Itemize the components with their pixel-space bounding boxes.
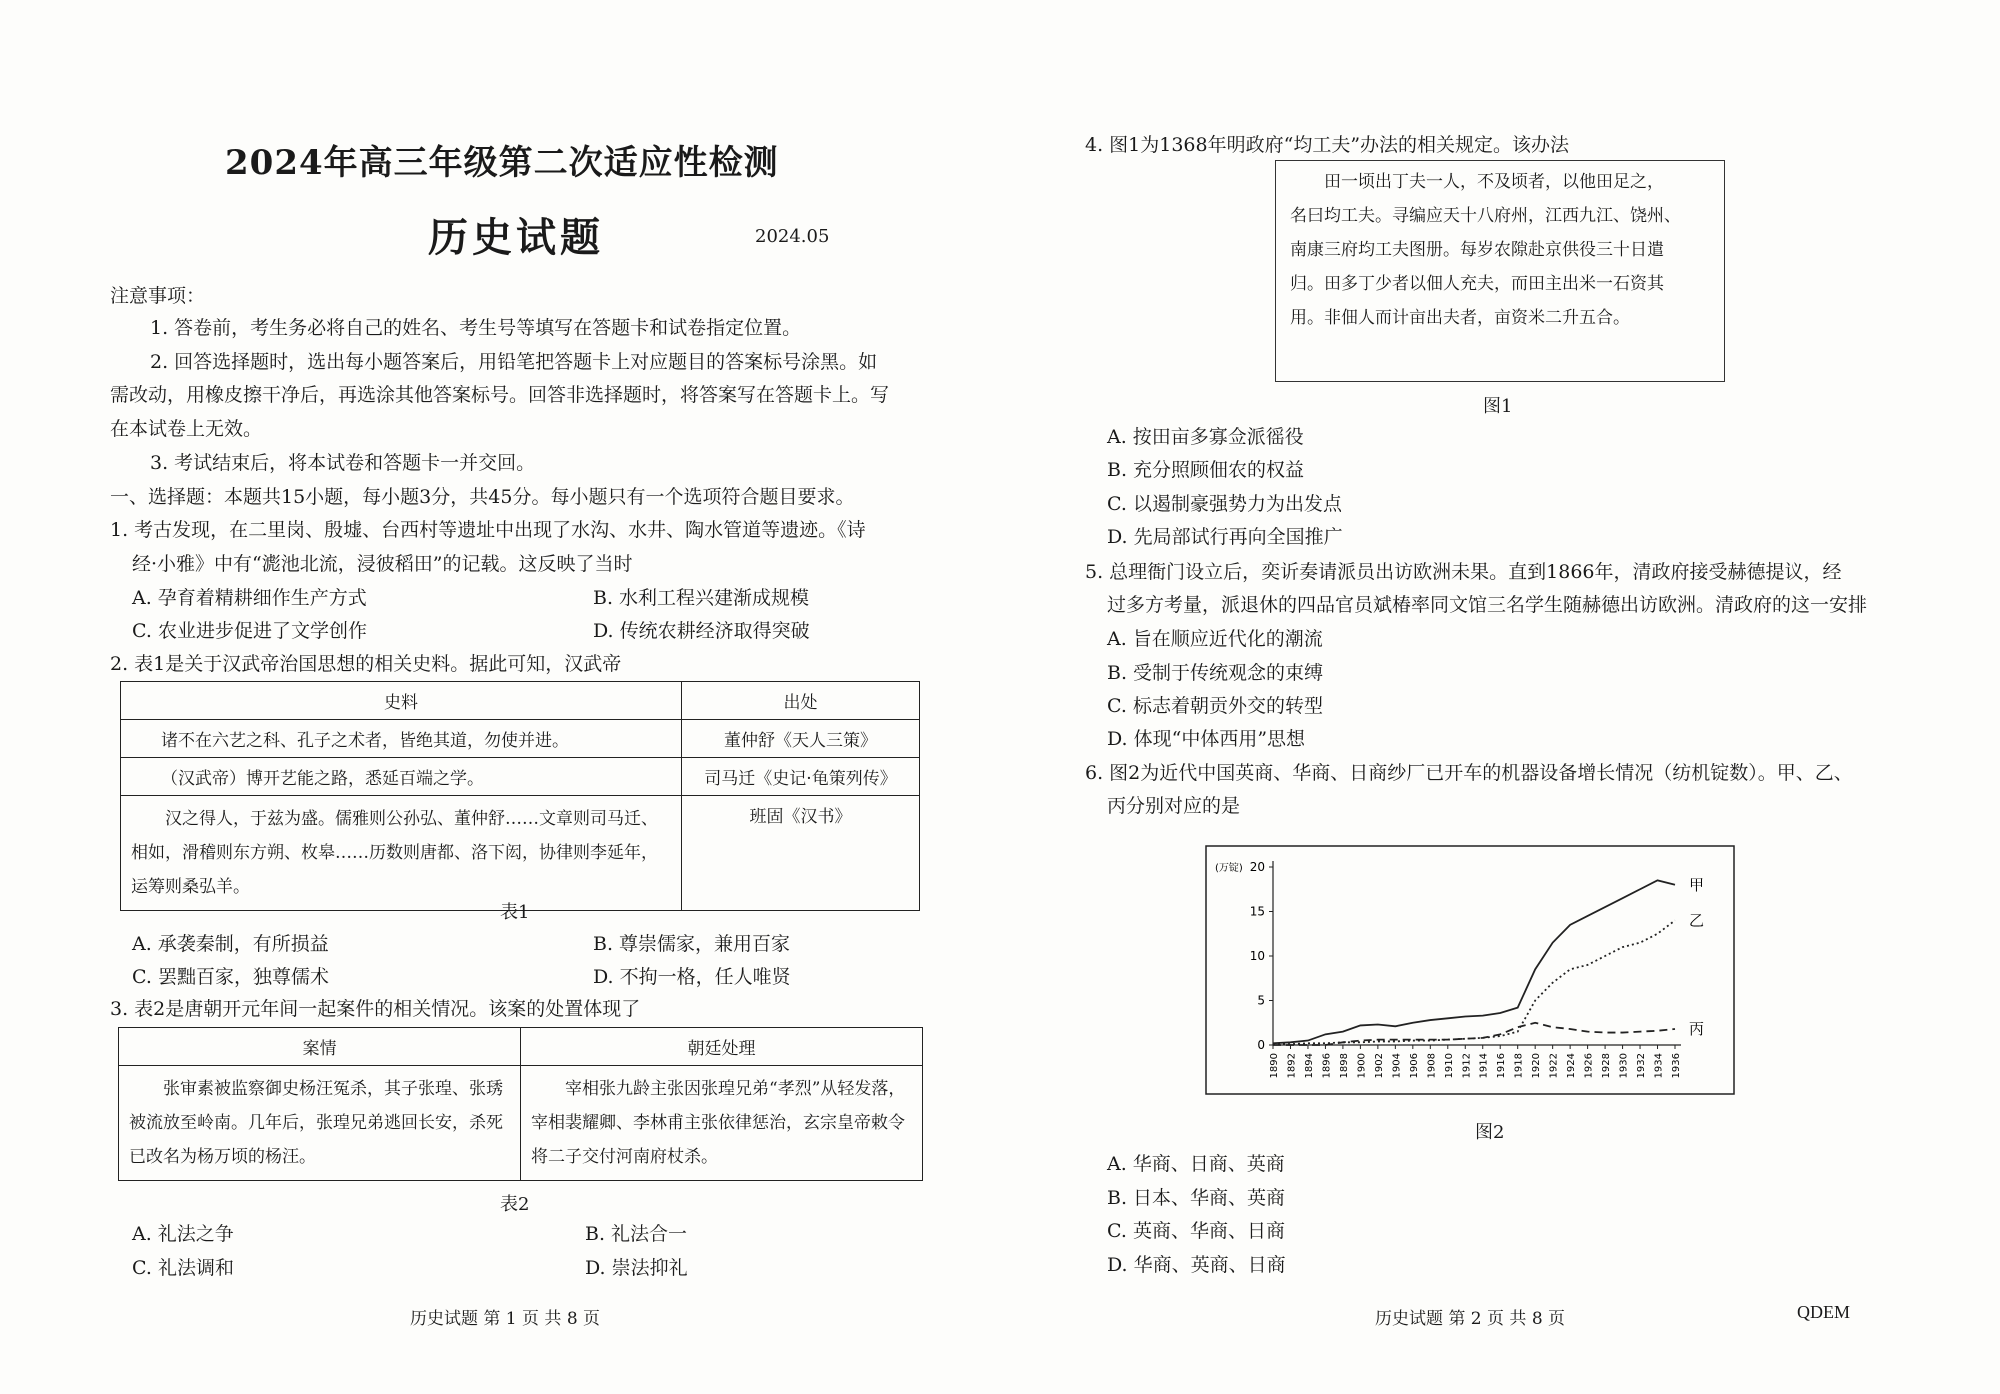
table-2 — [118, 1027, 923, 1181]
x-tick-label: 1922 — [1548, 1053, 1560, 1079]
y-tick-label: 10 — [1249, 949, 1265, 963]
series-label-2: 乙 — [1689, 911, 1705, 930]
x-tick-label: 1890 — [1269, 1053, 1280, 1079]
q4-option-a: A. 按田亩多寡佥派徭役 — [1107, 426, 1304, 448]
x-tick-label: 1912 — [1461, 1053, 1473, 1079]
table-2-caption: 表2 — [500, 1194, 530, 1215]
table-1-material-2: （汉武帝）博开艺能之路，悉延百端之学。 — [121, 758, 682, 796]
right-footer: 历史试题 第 2 页 共 8 页 — [1375, 1309, 1566, 1329]
figure-1-quote — [1275, 160, 1725, 382]
q1-option-d: D. 传统农耕经济取得突破 — [593, 620, 810, 642]
quote-line-2: 名曰均工夫。寻编应天十八府州，江西九江、饶州、 — [1290, 206, 1681, 226]
x-tick-label: 1892 — [1286, 1053, 1298, 1079]
y-tick-label: 15 — [1249, 904, 1265, 919]
x-tick-label: 1908 — [1426, 1053, 1438, 1079]
q1-stem-1: 1. 考古发现，在二里岗、殷墟、台西村等遗址中出现了水沟、水井、陶水管道等遗迹。《诗 — [110, 519, 866, 541]
notice-line-3: 需改动，用橡皮擦干净后，再选涂其他答案标号。回答非选择题时，将答案写在答题卡上。写 — [110, 384, 890, 406]
exam-date: 2024.05 — [755, 226, 830, 247]
x-tick-label: 1896 — [1321, 1053, 1333, 1079]
quote-line-3: 南康三府均工夫图册。每岁农隙赴京供役三十日遣 — [1290, 240, 1664, 260]
exam-subject: 历史试题 — [428, 214, 604, 261]
figure-1-caption: 图1 — [1483, 396, 1513, 417]
table-1-header — [121, 682, 920, 720]
q6-option-b: B. 日本、华商、英商 — [1107, 1187, 1286, 1209]
q5-option-b: B. 受制于传统观念的束缚 — [1107, 662, 1324, 684]
x-tick-label: 1902 — [1373, 1053, 1385, 1079]
x-tick-label: 1920 — [1531, 1053, 1543, 1079]
quote-line-1: 田一顷出丁夫一人，不及顷者，以他田足之， — [1324, 172, 1664, 192]
table-1-source-1: 董仲舒《天人三策》 — [682, 720, 920, 758]
table-1-source-3: 班固《汉书》 — [682, 796, 920, 911]
notice-line-1: 1. 答卷前，考生务必将自己的姓名、考生号等填写在答题卡和试卷指定位置。 — [150, 317, 802, 339]
q5-option-d: D. 体现“中体西用”思想 — [1107, 728, 1306, 750]
table-1 — [120, 681, 920, 911]
q3-option-c: C. 礼法调和 — [132, 1257, 234, 1279]
table-1-caption: 表1 — [500, 902, 530, 923]
q6-option-c: C. 英商、华商、日商 — [1107, 1220, 1285, 1242]
x-tick-label: 1900 — [1356, 1053, 1368, 1079]
q1-stem-2: 经·小雅》中有“滮池北流，浸彼稻田”的记载。这反映了当时 — [132, 553, 633, 575]
x-tick-label: 1894 — [1303, 1053, 1315, 1079]
left-footer: 历史试题 第 1 页 共 8 页 — [410, 1309, 601, 1329]
q2-option-b: B. 尊崇儒家，兼用百家 — [593, 933, 791, 955]
x-tick-label: 1910 — [1443, 1053, 1455, 1079]
left-page — [110, 0, 930, 1394]
x-tick-label: 1932 — [1636, 1053, 1648, 1079]
table-row — [119, 1066, 923, 1181]
series-line-2 — [1273, 920, 1675, 1044]
series-label-1: 甲 — [1689, 875, 1705, 894]
table-row — [121, 720, 920, 758]
q6-stem-1: 6. 图2为近代中国英商、华商、日商纱厂已开车的机器设备增长情况（纺机锭数）。甲、乙、 — [1085, 762, 1853, 784]
q6-option-d: D. 华商、英商、日商 — [1107, 1254, 1286, 1276]
x-tick-label: 1914 — [1478, 1053, 1490, 1079]
paper-code: QDEM — [1797, 1302, 1850, 1322]
q5-option-c: C. 标志着朝贡外交的转型 — [1107, 695, 1323, 717]
y-tick-label: 0 — [1257, 1038, 1265, 1052]
table-2-header — [119, 1028, 923, 1066]
q2-option-a: A. 承袭秦制，有所损益 — [132, 933, 329, 955]
q4-option-d: D. 先局部试行再向全国推广 — [1107, 526, 1343, 548]
series-line-1 — [1273, 880, 1675, 1043]
q6-stem-2: 丙分别对应的是 — [1107, 795, 1241, 817]
table-2-header-handle: 朝廷处理 — [521, 1028, 923, 1066]
q6-option-a: A. 华商、日商、英商 — [1107, 1153, 1285, 1175]
series-label-3: 丙 — [1689, 1019, 1705, 1038]
q1-option-c: C. 农业进步促进了文学创作 — [132, 620, 367, 642]
section-heading: 一、选择题：本题共15小题，每小题3分，共45分。每小题只有一个选项符合题目要求。 — [110, 486, 855, 508]
table-1-source-2: 司马迁《史记·龟策列传》 — [682, 758, 920, 796]
table-2-handle: 宰相张九龄主张因张瑝兄弟“孝烈”从轻发落，宰相裴耀卿、李林甫主张依律惩治，玄宗皇帝敕令将二子交付河南府杖杀。 — [521, 1066, 923, 1181]
q1-option-b: B. 水利工程兴建渐成规模 — [593, 587, 810, 609]
figure-2-caption: 图2 — [1475, 1122, 1505, 1143]
notice-heading: 注意事项： — [110, 285, 206, 307]
x-tick-label: 1918 — [1513, 1053, 1525, 1079]
q3-option-b: B. 礼法合一 — [585, 1223, 688, 1245]
x-tick-label: 1930 — [1618, 1053, 1630, 1079]
x-tick-label: 1904 — [1391, 1053, 1403, 1079]
x-tick-label: 1936 — [1671, 1053, 1682, 1079]
x-tick-label: 1928 — [1601, 1053, 1613, 1079]
q1-option-a: A. 孕育着精耕细作生产方式 — [132, 587, 367, 609]
table-1-material-1: 诸不在六艺之科、孔子之术者，皆绝其道，勿使并进。 — [121, 720, 682, 758]
table-1-header-source: 出处 — [682, 682, 920, 720]
x-tick-label: 1924 — [1566, 1053, 1578, 1079]
y-tick-label: 5 — [1257, 993, 1265, 1008]
table-1-header-material: 史料 — [121, 682, 682, 720]
y-axis-label: (万锭) — [1215, 863, 1243, 874]
table-row — [121, 758, 920, 796]
q4-stem: 4. 图1为1368年明政府“均工夫”办法的相关规定。该办法 — [1085, 134, 1570, 156]
table-1-material-3: 汉之得人，于兹为盛。儒雅则公孙弘、董仲舒……文章则司马迁、相如，滑稽则东方朔、枚皋……历数则唐都、洛下闳，协律则李延年，运筹则桑弘羊。 — [121, 796, 682, 911]
q4-option-c: C. 以遏制豪强势力为出发点 — [1107, 493, 1342, 515]
y-tick-label: 20 — [1249, 860, 1265, 874]
q3-stem: 3. 表2是唐朝开元年间一起案件的相关情况。该案的处置体现了 — [110, 998, 641, 1020]
q5-stem-1: 5. 总理衙门设立后，奕䜣奏请派员出访欧洲未果。直到1866年，清政府接受赫德提议，经 — [1085, 561, 1842, 583]
notice-line-5: 3. 考试结束后，将本试卷和答题卡一并交回。 — [150, 452, 536, 474]
notice-line-4: 在本试卷上无效。 — [110, 418, 263, 440]
x-tick-label: 1898 — [1338, 1053, 1350, 1079]
notice-line-2: 2. 回答选择题时，选出每小题答案后，用铅笔把答题卡上对应题目的答案标号涂黑。如 — [150, 351, 878, 373]
x-tick-label: 1916 — [1496, 1053, 1508, 1079]
quote-line-5: 用。非佃人而计亩出夫者，亩资米二升五合。 — [1290, 308, 1630, 328]
q2-option-d: D. 不拘一格，任人唯贤 — [593, 966, 791, 988]
table-row — [121, 796, 920, 911]
x-tick-label: 1934 — [1653, 1053, 1665, 1079]
q3-option-d: D. 崇法抑礼 — [585, 1257, 688, 1279]
exam-title: 2024年高三年级第二次适应性检测 — [225, 143, 779, 183]
q2-stem: 2. 表1是关于汉武帝治国思想的相关史料。据此可知，汉武帝 — [110, 653, 622, 675]
q3-option-a: A. 礼法之争 — [132, 1223, 234, 1245]
table-2-header-case: 案情 — [119, 1028, 521, 1066]
right-page — [1085, 0, 1885, 1394]
quote-line-4: 归。田多丁少者以佃人充夫，而田主出米一石资其 — [1290, 274, 1664, 294]
q5-stem-2: 过多方考量，派退休的四品官员斌椿率同文馆三名学生随赫德出访欧洲。清政府的这一安排 — [1107, 594, 1868, 616]
table-2-case: 张审素被监察御史杨汪冤杀，其子张瑝、张琇被流放至岭南。几年后，张瑝兄弟逃回长安，杀死已改名为杨万顷的杨汪。 — [119, 1066, 521, 1181]
x-tick-label: 1926 — [1583, 1053, 1595, 1079]
figure-2-chart — [1205, 845, 1735, 1105]
x-tick-label: 1906 — [1408, 1053, 1420, 1079]
q5-option-a: A. 旨在顺应近代化的潮流 — [1107, 628, 1323, 650]
q4-option-b: B. 充分照顾佃农的权益 — [1107, 459, 1305, 481]
q2-option-c: C. 罢黜百家，独尊儒术 — [132, 966, 329, 988]
